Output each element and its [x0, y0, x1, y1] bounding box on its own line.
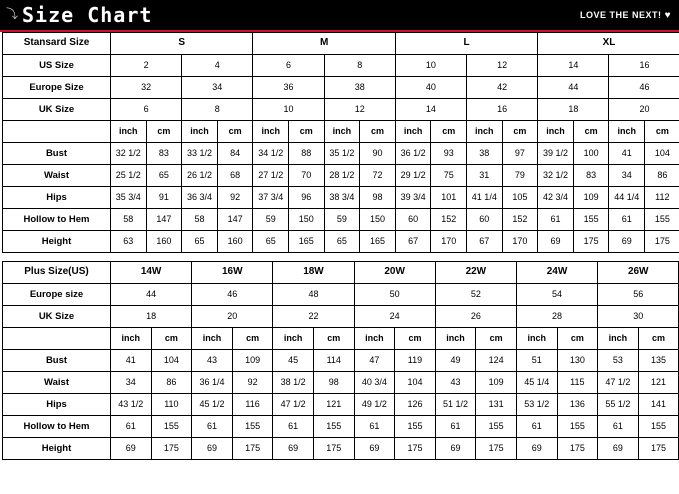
cell: 135	[638, 350, 679, 372]
cell: 155	[573, 209, 609, 231]
cell: 93	[431, 143, 467, 165]
row-label-bust: Bust	[3, 350, 111, 372]
cell: 45 1/4	[516, 372, 557, 394]
cell: 4	[182, 55, 253, 77]
cell: 34	[609, 165, 645, 187]
table-row	[3, 77, 679, 99]
group-header-l: L	[395, 33, 537, 55]
cell: 65	[324, 231, 360, 253]
table-row	[3, 231, 679, 253]
cell: 30	[598, 306, 679, 328]
cell: 160	[146, 231, 182, 253]
plus-size-corner: Plus Size(US)	[3, 262, 111, 284]
cell: 90	[360, 143, 396, 165]
unit-cell: cm	[151, 328, 192, 350]
table-row	[3, 350, 679, 372]
unit-cell: cm	[313, 328, 354, 350]
cell: 86	[151, 372, 192, 394]
group-header-24w: 24W	[516, 262, 597, 284]
plus-size-section	[0, 261, 679, 460]
unit-cell: cm	[573, 121, 609, 143]
unit-cell: cm	[146, 121, 182, 143]
cell: 83	[146, 143, 182, 165]
arrow-down-icon: ⤵	[6, 7, 19, 21]
row-label-bust: Bust	[3, 143, 111, 165]
cell: 88	[289, 143, 325, 165]
cell: 31	[467, 165, 503, 187]
cell: 35 3/4	[111, 187, 147, 209]
group-header-26w: 26W	[598, 262, 679, 284]
cell: 8	[182, 99, 253, 121]
cell: 39 1/2	[538, 143, 574, 165]
cell: 147	[146, 209, 182, 231]
row-label-hips: Hips	[3, 394, 111, 416]
cell: 43	[192, 350, 233, 372]
cell: 61	[538, 209, 574, 231]
cell: 35 1/2	[324, 143, 360, 165]
cell: 51	[516, 350, 557, 372]
cell: 20	[609, 99, 679, 121]
cell: 12	[324, 99, 395, 121]
cell: 101	[431, 187, 467, 209]
cell: 67	[395, 231, 431, 253]
cell: 36 3/4	[182, 187, 218, 209]
cell: 28	[516, 306, 597, 328]
row-label-waist: Waist	[3, 372, 111, 394]
cell: 10	[395, 55, 466, 77]
standard-size-section	[0, 32, 679, 253]
cell: 49 1/2	[354, 394, 395, 416]
cell: 18	[538, 99, 609, 121]
cell: 10	[253, 99, 324, 121]
cell: 61	[111, 416, 152, 438]
page-title: Size Chart	[22, 3, 153, 27]
table-row-units	[3, 328, 679, 350]
cell: 165	[360, 231, 396, 253]
cell: 52	[435, 284, 516, 306]
cell: 27 1/2	[253, 165, 289, 187]
cell: 170	[502, 231, 538, 253]
cell: 69	[111, 438, 152, 460]
cell: 115	[557, 372, 598, 394]
cell: 86	[645, 165, 679, 187]
cell: 175	[313, 438, 354, 460]
cell: 79	[502, 165, 538, 187]
cell: 59	[253, 209, 289, 231]
unit-cell: cm	[360, 121, 396, 143]
unit-cell: inch	[182, 121, 218, 143]
cell: 175	[573, 231, 609, 253]
cell: 29 1/2	[395, 165, 431, 187]
cell: 40 3/4	[354, 372, 395, 394]
cell: 24	[354, 306, 435, 328]
cell: 152	[431, 209, 467, 231]
cell: 58	[182, 209, 218, 231]
row-label-hollow-to-hem: Hollow to Hem	[3, 209, 111, 231]
brand-tagline-text: LOVE THE NEXT!	[580, 10, 662, 20]
standard-size-corner: Stansard Size	[3, 33, 111, 55]
cell: 50	[354, 284, 435, 306]
unit-cell: inch	[395, 121, 431, 143]
cell: 104	[645, 143, 679, 165]
cell: 20	[192, 306, 273, 328]
cell: 32	[111, 77, 182, 99]
cell: 46	[609, 77, 679, 99]
cell: 155	[557, 416, 598, 438]
unit-cell: cm	[217, 121, 253, 143]
cell: 116	[232, 394, 273, 416]
cell: 43 1/2	[111, 394, 152, 416]
cell: 39 3/4	[395, 187, 431, 209]
cell: 14	[538, 55, 609, 77]
row-label-height: Height	[3, 231, 111, 253]
cell: 40	[395, 77, 466, 99]
group-header-xl: XL	[538, 33, 679, 55]
cell: 51 1/2	[435, 394, 476, 416]
table-row	[3, 209, 679, 231]
cell: 175	[557, 438, 598, 460]
unit-cell: cm	[557, 328, 598, 350]
cell: 53	[598, 350, 639, 372]
cell: 147	[217, 209, 253, 231]
row-label-units	[3, 121, 111, 143]
cell: 175	[232, 438, 273, 460]
cell: 61	[435, 416, 476, 438]
row-label-hollow-to-hem: Hollow to Hem	[3, 416, 111, 438]
table-row-group-header	[3, 33, 679, 55]
unit-cell: cm	[476, 328, 517, 350]
cell: 104	[151, 350, 192, 372]
unit-cell: inch	[111, 328, 152, 350]
cell: 32 1/2	[111, 143, 147, 165]
cell: 84	[217, 143, 253, 165]
cell: 92	[232, 372, 273, 394]
unit-cell: inch	[324, 121, 360, 143]
group-header-22w: 22W	[435, 262, 516, 284]
unit-cell: cm	[502, 121, 538, 143]
cell: 18	[111, 306, 192, 328]
cell: 34	[111, 372, 152, 394]
unit-cell: cm	[395, 328, 436, 350]
cell: 61	[273, 416, 314, 438]
row-label-uk-size: UK Size	[3, 306, 111, 328]
cell: 49	[435, 350, 476, 372]
section-spacer	[0, 253, 679, 261]
unit-cell: inch	[192, 328, 233, 350]
cell: 155	[395, 416, 436, 438]
cell: 61	[354, 416, 395, 438]
cell: 38	[467, 143, 503, 165]
unit-cell: cm	[638, 328, 679, 350]
row-label-us-size: US Size	[3, 55, 111, 77]
cell: 38 3/4	[324, 187, 360, 209]
cell: 26 1/2	[182, 165, 218, 187]
cell: 70	[289, 165, 325, 187]
cell: 67	[467, 231, 503, 253]
cell: 6	[253, 55, 324, 77]
unit-cell: inch	[354, 328, 395, 350]
header-left-group	[6, 3, 152, 27]
group-header-s: S	[111, 33, 253, 55]
cell: 131	[476, 394, 517, 416]
cell: 34 1/2	[253, 143, 289, 165]
cell: 150	[360, 209, 396, 231]
cell: 96	[289, 187, 325, 209]
cell: 47 1/2	[598, 372, 639, 394]
cell: 83	[573, 165, 609, 187]
cell: 112	[645, 187, 679, 209]
cell: 124	[476, 350, 517, 372]
cell: 34	[182, 77, 253, 99]
cell: 119	[395, 350, 436, 372]
unit-cell: inch	[111, 121, 147, 143]
cell: 42 3/4	[538, 187, 574, 209]
cell: 44 1/4	[609, 187, 645, 209]
unit-cell: inch	[598, 328, 639, 350]
group-header-14w: 14W	[111, 262, 192, 284]
cell: 126	[395, 394, 436, 416]
cell: 69	[538, 231, 574, 253]
cell: 65	[146, 165, 182, 187]
cell: 8	[324, 55, 395, 77]
cell: 53 1/2	[516, 394, 557, 416]
cell: 22	[273, 306, 354, 328]
cell: 165	[289, 231, 325, 253]
cell: 105	[502, 187, 538, 209]
cell: 32 1/2	[538, 165, 574, 187]
cell: 61	[516, 416, 557, 438]
cell: 175	[395, 438, 436, 460]
cell: 72	[360, 165, 396, 187]
cell: 37 3/4	[253, 187, 289, 209]
group-header-20w: 20W	[354, 262, 435, 284]
cell: 69	[354, 438, 395, 460]
cell: 98	[313, 372, 354, 394]
cell: 175	[151, 438, 192, 460]
cell: 92	[217, 187, 253, 209]
cell: 155	[232, 416, 273, 438]
unit-cell: cm	[232, 328, 273, 350]
group-header-16w: 16W	[192, 262, 273, 284]
row-label-hips: Hips	[3, 187, 111, 209]
cell: 175	[645, 231, 679, 253]
cell: 41	[111, 350, 152, 372]
heart-icon: ♥	[664, 9, 671, 21]
plus-size-table	[2, 261, 679, 460]
unit-cell: inch	[273, 328, 314, 350]
cell: 48	[273, 284, 354, 306]
cell: 41	[609, 143, 645, 165]
cell: 69	[609, 231, 645, 253]
table-row	[3, 394, 679, 416]
cell: 59	[324, 209, 360, 231]
cell: 55 1/2	[598, 394, 639, 416]
cell: 61	[609, 209, 645, 231]
cell: 65	[253, 231, 289, 253]
cell: 47 1/2	[273, 394, 314, 416]
cell: 69	[598, 438, 639, 460]
cell: 136	[557, 394, 598, 416]
cell: 56	[598, 284, 679, 306]
table-row	[3, 99, 679, 121]
cell: 155	[645, 209, 679, 231]
table-row-group-header	[3, 262, 679, 284]
cell: 141	[638, 394, 679, 416]
cell: 155	[313, 416, 354, 438]
cell: 109	[573, 187, 609, 209]
row-label-europe-size: Europe size	[3, 284, 111, 306]
cell: 28 1/2	[324, 165, 360, 187]
cell: 12	[467, 55, 538, 77]
table-row	[3, 143, 679, 165]
cell: 36	[253, 77, 324, 99]
cell: 155	[476, 416, 517, 438]
table-row	[3, 372, 679, 394]
cell: 175	[638, 438, 679, 460]
cell: 16	[467, 99, 538, 121]
cell: 41 1/4	[467, 187, 503, 209]
cell: 47	[354, 350, 395, 372]
cell: 121	[638, 372, 679, 394]
cell: 2	[111, 55, 182, 77]
table-row	[3, 187, 679, 209]
row-label-waist: Waist	[3, 165, 111, 187]
unit-cell: cm	[289, 121, 325, 143]
cell: 45	[273, 350, 314, 372]
unit-cell: inch	[609, 121, 645, 143]
cell: 100	[573, 143, 609, 165]
cell: 63	[111, 231, 147, 253]
cell: 16	[609, 55, 679, 77]
cell: 114	[313, 350, 354, 372]
cell: 69	[435, 438, 476, 460]
group-header-18w: 18W	[273, 262, 354, 284]
cell: 121	[313, 394, 354, 416]
cell: 58	[111, 209, 147, 231]
cell: 36 1/2	[395, 143, 431, 165]
cell: 150	[289, 209, 325, 231]
row-label-europe-size: Europe Size	[3, 77, 111, 99]
cell: 43	[435, 372, 476, 394]
cell: 44	[538, 77, 609, 99]
table-row	[3, 416, 679, 438]
cell: 175	[476, 438, 517, 460]
unit-cell: inch	[538, 121, 574, 143]
cell: 97	[502, 143, 538, 165]
table-row-units	[3, 121, 679, 143]
cell: 65	[182, 231, 218, 253]
unit-cell: cm	[645, 121, 679, 143]
cell: 69	[516, 438, 557, 460]
table-row	[3, 165, 679, 187]
cell: 60	[395, 209, 431, 231]
cell: 109	[232, 350, 273, 372]
header-bar	[0, 0, 679, 32]
cell: 6	[111, 99, 182, 121]
cell: 26	[435, 306, 516, 328]
unit-cell: inch	[435, 328, 476, 350]
cell: 75	[431, 165, 467, 187]
cell: 38	[324, 77, 395, 99]
unit-cell: inch	[516, 328, 557, 350]
brand-tagline	[580, 10, 671, 21]
cell: 155	[151, 416, 192, 438]
cell: 68	[217, 165, 253, 187]
cell: 38 1/2	[273, 372, 314, 394]
cell: 91	[146, 187, 182, 209]
table-row	[3, 284, 679, 306]
cell: 130	[557, 350, 598, 372]
table-row	[3, 438, 679, 460]
cell: 46	[192, 284, 273, 306]
cell: 69	[273, 438, 314, 460]
cell: 36 1/4	[192, 372, 233, 394]
cell: 61	[192, 416, 233, 438]
cell: 33 1/2	[182, 143, 218, 165]
unit-cell: cm	[431, 121, 467, 143]
unit-cell: inch	[253, 121, 289, 143]
unit-cell: inch	[467, 121, 503, 143]
group-header-m: M	[253, 33, 395, 55]
row-label-units	[3, 328, 111, 350]
cell: 44	[111, 284, 192, 306]
cell: 69	[192, 438, 233, 460]
standard-size-table	[2, 32, 679, 253]
cell: 152	[502, 209, 538, 231]
row-label-uk-size: UK Size	[3, 99, 111, 121]
cell: 61	[598, 416, 639, 438]
cell: 98	[360, 187, 396, 209]
cell: 25 1/2	[111, 165, 147, 187]
cell: 155	[638, 416, 679, 438]
cell: 14	[395, 99, 466, 121]
table-row	[3, 306, 679, 328]
cell: 160	[217, 231, 253, 253]
table-row	[3, 55, 679, 77]
cell: 45 1/2	[192, 394, 233, 416]
cell: 109	[476, 372, 517, 394]
cell: 170	[431, 231, 467, 253]
cell: 54	[516, 284, 597, 306]
cell: 110	[151, 394, 192, 416]
cell: 42	[467, 77, 538, 99]
row-label-height: Height	[3, 438, 111, 460]
cell: 60	[467, 209, 503, 231]
cell: 104	[395, 372, 436, 394]
